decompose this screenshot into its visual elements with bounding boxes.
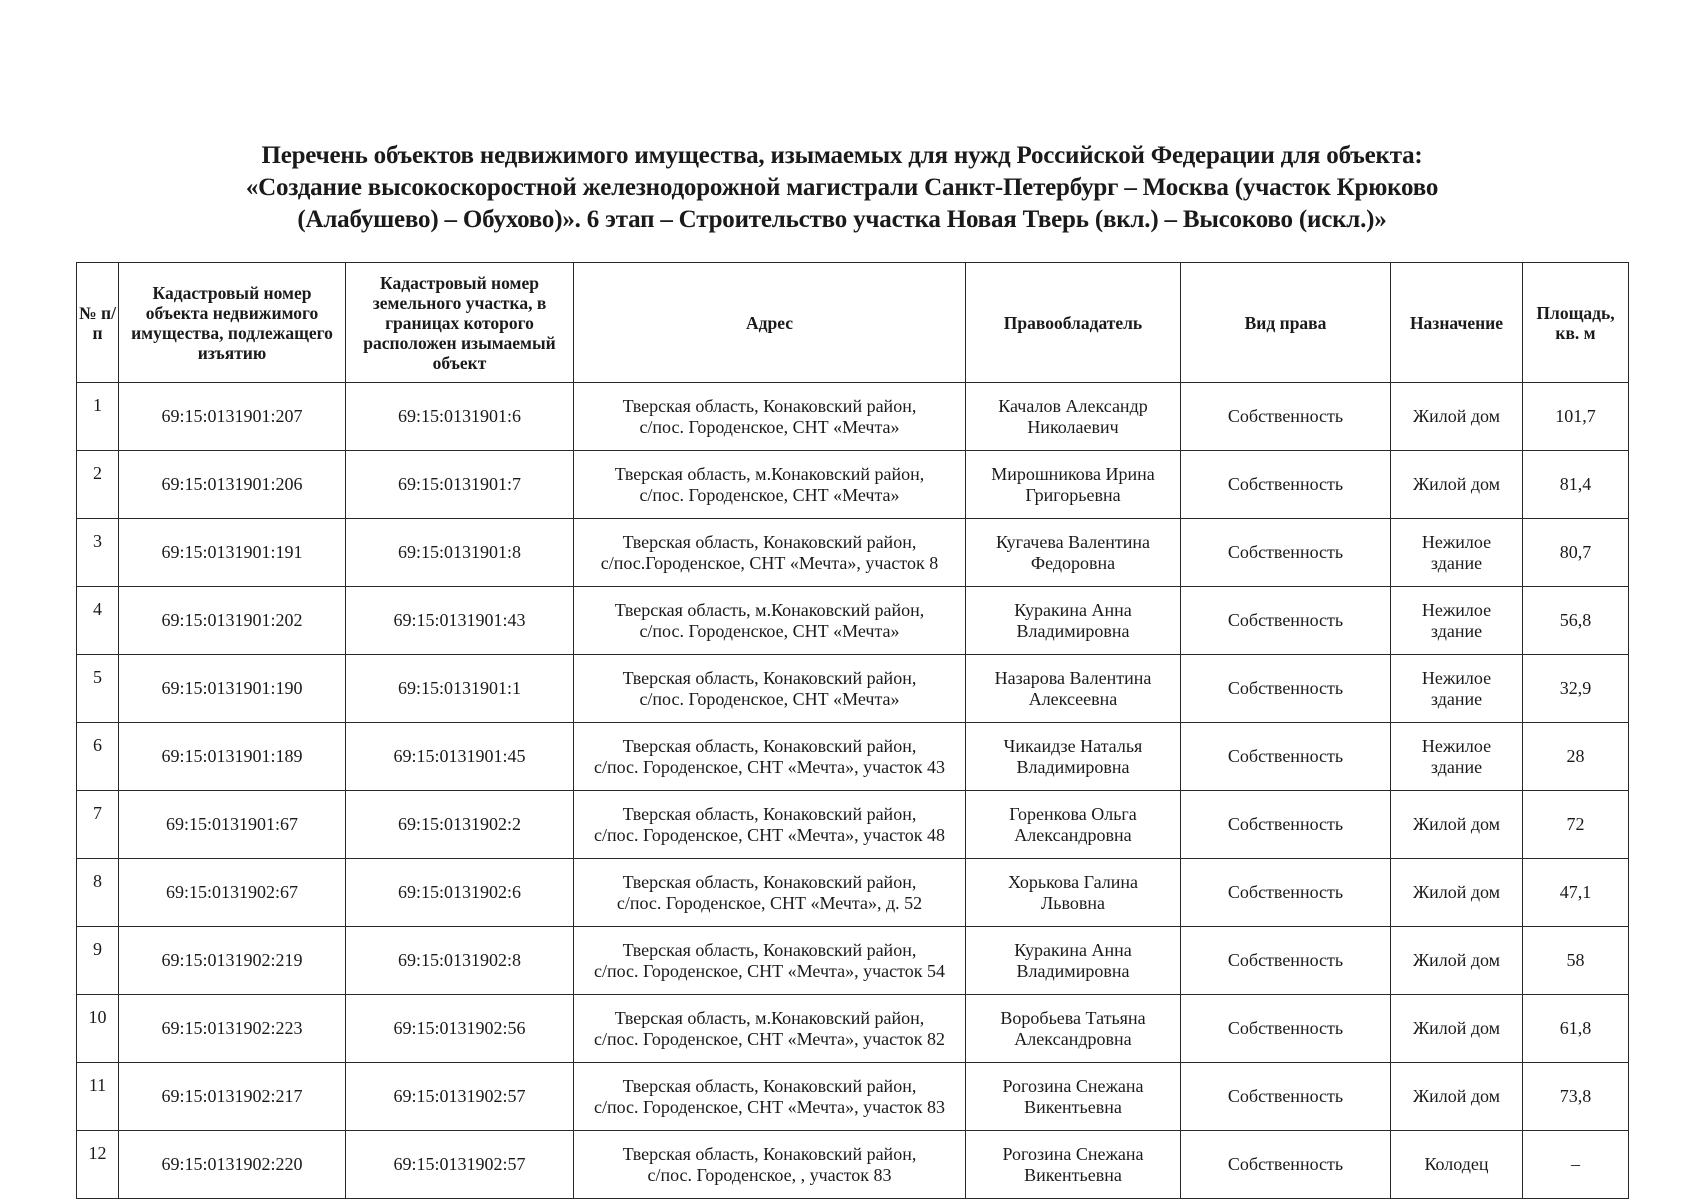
area: 47,1: [1523, 859, 1629, 927]
cadastral-land: 69:15:0131901:6: [346, 383, 574, 451]
right-type: Собственность: [1181, 1131, 1391, 1199]
area: 81,4: [1523, 451, 1629, 519]
purpose-line-1: Жилой дом: [1412, 882, 1501, 902]
table-row: [77, 1063, 1629, 1131]
address: [574, 791, 966, 859]
right-type: Собственность: [1181, 927, 1391, 995]
purpose-line-1: Жилой дом: [1412, 1018, 1501, 1038]
purpose-line-1: Нежилое: [1421, 599, 1492, 620]
address: [574, 587, 966, 655]
table-row: [77, 859, 1629, 927]
owner: [966, 519, 1181, 587]
purpose: [1391, 723, 1523, 791]
header-address: Адрес: [574, 263, 966, 383]
purpose-line-2: здание: [1430, 756, 1483, 777]
header-owner: Правообладатель: [966, 263, 1181, 383]
purpose: [1391, 927, 1523, 995]
purpose: [1391, 383, 1523, 451]
address-line-2: с/пос. Городенское, СНТ «Мечта», участок 48: [593, 824, 946, 845]
cadastral-land: 69:15:0131901:43: [346, 587, 574, 655]
cadastral-object: 69:15:0131902:217: [119, 1063, 346, 1131]
title-line-3: (Алабушево) – Обухово)». 6 этап – Строительство участка Новая Тверь (вкл.) – Высоково (искл.)»: [297, 206, 1387, 233]
purpose: [1391, 451, 1523, 519]
row-number: 3: [77, 519, 119, 587]
cadastral-object: 69:15:0131901:202: [119, 587, 346, 655]
table-row: [77, 519, 1629, 587]
right-type: Собственность: [1181, 655, 1391, 723]
address-line-2: с/пос. Городенское, СНТ «Мечта»: [639, 688, 900, 709]
right-type: Собственность: [1181, 1063, 1391, 1131]
header-purpose: Назначение: [1391, 263, 1523, 383]
title-line-1: Перечень объектов недвижимого имущества, изымаемых для нужд Российской Федерации для объекта:: [261, 142, 1423, 169]
purpose-line-1: Жилой дом: [1412, 950, 1501, 970]
right-type: Собственность: [1181, 519, 1391, 587]
area: 56,8: [1523, 587, 1629, 655]
row-number: 8: [77, 859, 119, 927]
owner: [966, 927, 1181, 995]
address-line-2: с/пос. Городенское, СНТ «Мечта», участок 43: [593, 756, 946, 777]
cadastral-land: 69:15:0131901:1: [346, 655, 574, 723]
cadastral-object: 69:15:0131902:67: [119, 859, 346, 927]
owner-line-1: Мирошникова Ирина: [991, 463, 1155, 484]
address: [574, 383, 966, 451]
row-number: 9: [77, 927, 119, 995]
address: [574, 723, 966, 791]
address-line-1: Тверская область, Конаковский район,: [622, 1143, 917, 1164]
right-type: Собственность: [1181, 383, 1391, 451]
row-number: 7: [77, 791, 119, 859]
address-line-2: с/пос.Городенское, СНТ «Мечта», участок 8: [600, 552, 939, 573]
address: [574, 1131, 966, 1199]
owner-line-2: Александровна: [1014, 824, 1132, 845]
purpose-line-1: Жилой дом: [1412, 1086, 1501, 1106]
row-number: 6: [77, 723, 119, 791]
cadastral-object: 69:15:0131902:219: [119, 927, 346, 995]
area: 80,7: [1523, 519, 1629, 587]
row-number: 12: [77, 1131, 119, 1199]
table-row: [77, 655, 1629, 723]
purpose-line-2: здание: [1430, 688, 1483, 709]
table-row: [77, 587, 1629, 655]
purpose: [1391, 587, 1523, 655]
header-right-type: Вид права: [1181, 263, 1391, 383]
owner-line-2: Николаевич: [1027, 416, 1119, 437]
cadastral-object: 69:15:0131902:220: [119, 1131, 346, 1199]
owner-line-2: Федоровна: [1030, 552, 1116, 573]
area: 32,9: [1523, 655, 1629, 723]
cadastral-object: 69:15:0131901:190: [119, 655, 346, 723]
cadastral-object: 69:15:0131901:189: [119, 723, 346, 791]
owner: [966, 723, 1181, 791]
header-cadastral-object: Кадастровый номер объекта недвижимого имущества, подлежащего изъятию: [119, 263, 346, 383]
cadastral-land: 69:15:0131901:45: [346, 723, 574, 791]
purpose-line-1: Жилой дом: [1412, 474, 1501, 494]
address-line-1: Тверская область, м.Конаковский район,: [614, 1007, 925, 1028]
area: 73,8: [1523, 1063, 1629, 1131]
purpose-line-2: здание: [1430, 552, 1483, 573]
table-row: [77, 383, 1629, 451]
table-row: [77, 927, 1629, 995]
owner-line-2: Викентьевна: [1024, 1164, 1122, 1185]
address-line-1: Тверская область, Конаковский район,: [622, 395, 917, 416]
cadastral-land: 69:15:0131902:8: [346, 927, 574, 995]
address-line-1: Тверская область, Конаковский район,: [622, 667, 917, 688]
title-line-2: «Создание высокоскоростной железнодорожной магистрали Санкт-Петербург – Москва (участок Крюково: [245, 174, 1439, 201]
purpose: [1391, 859, 1523, 927]
owner: [966, 995, 1181, 1063]
owner: [966, 451, 1181, 519]
purpose: [1391, 655, 1523, 723]
address: [574, 1063, 966, 1131]
cadastral-object: 69:15:0131901:67: [119, 791, 346, 859]
address-line-2: с/пос. Городенское, , участок 83: [647, 1164, 892, 1185]
area: 61,8: [1523, 995, 1629, 1063]
owner-line-1: Куракина Анна: [1014, 939, 1132, 960]
address-line-2: с/пос. Городенское, СНТ «Мечта», участок 83: [593, 1096, 946, 1117]
property-table: [76, 262, 1629, 1199]
owner-line-2: Александровна: [1014, 1028, 1132, 1049]
purpose: [1391, 1131, 1523, 1199]
address-line-1: Тверская область, Конаковский район,: [622, 735, 917, 756]
table-row: [77, 1131, 1629, 1199]
area: 72: [1523, 791, 1629, 859]
cadastral-object: 69:15:0131901:206: [119, 451, 346, 519]
cadastral-land: 69:15:0131902:56: [346, 995, 574, 1063]
owner-line-1: Горенкова Ольга: [1009, 803, 1137, 824]
owner-line-2: Владимировна: [1016, 756, 1130, 777]
right-type: Собственность: [1181, 791, 1391, 859]
right-type: Собственность: [1181, 995, 1391, 1063]
cadastral-land: 69:15:0131902:57: [346, 1131, 574, 1199]
purpose-line-1: Жилой дом: [1412, 406, 1501, 426]
purpose-line-1: Колодец: [1424, 1154, 1489, 1174]
owner-line-1: Рогозина Снежана: [1002, 1143, 1144, 1164]
owner-line-2: Владимировна: [1016, 620, 1130, 641]
owner: [966, 859, 1181, 927]
table-row: [77, 451, 1629, 519]
address-line-2: с/пос. Городенское, СНТ «Мечта»: [639, 416, 900, 437]
purpose-line-2: здание: [1430, 620, 1483, 641]
header-cadastral-land: Кадастровый номер земельного участка, в границах которого расположен изымаемый объект: [346, 263, 574, 383]
cadastral-land: 69:15:0131902:57: [346, 1063, 574, 1131]
right-type: Собственность: [1181, 859, 1391, 927]
cadastral-land: 69:15:0131902:2: [346, 791, 574, 859]
row-number: 10: [77, 995, 119, 1063]
owner-line-1: Кугачева Валентина: [996, 531, 1150, 552]
address: [574, 451, 966, 519]
row-number: 11: [77, 1063, 119, 1131]
table-row: [77, 791, 1629, 859]
header-area: Площадь, кв. м: [1523, 263, 1629, 383]
address: [574, 655, 966, 723]
address-line-2: с/пос. Городенское, СНТ «Мечта»: [639, 484, 900, 505]
owner-line-1: Рогозина Снежана: [1002, 1075, 1144, 1096]
owner-line-2: Алексеевна: [1028, 688, 1118, 709]
address-line-2: с/пос. Городенское, СНТ «Мечта», д. 52: [616, 892, 923, 913]
owner: [966, 383, 1181, 451]
owner-line-2: Львовна: [1041, 892, 1105, 913]
area: 28: [1523, 723, 1629, 791]
purpose: [1391, 791, 1523, 859]
address-line-1: Тверская область, Конаковский район,: [622, 531, 917, 552]
row-number: 5: [77, 655, 119, 723]
purpose: [1391, 1063, 1523, 1131]
address-line-1: Тверская область, Конаковский район,: [622, 939, 917, 960]
row-number: 4: [77, 587, 119, 655]
document-title: [100, 140, 1584, 236]
owner-line-1: Куракина Анна: [1014, 599, 1132, 620]
address-line-2: с/пос. Городенское, СНТ «Мечта», участок 82: [593, 1028, 946, 1049]
address-line-1: Тверская область, Конаковский район,: [622, 803, 917, 824]
address-line-2: с/пос. Городенское, СНТ «Мечта», участок 54: [593, 960, 946, 981]
purpose: [1391, 519, 1523, 587]
owner-line-2: Викентьевна: [1024, 1096, 1122, 1117]
owner-line-1: Назарова Валентина: [994, 667, 1152, 688]
owner: [966, 655, 1181, 723]
area: 101,7: [1523, 383, 1629, 451]
address-line-1: Тверская область, м.Конаковский район,: [614, 463, 925, 484]
right-type: Собственность: [1181, 723, 1391, 791]
address: [574, 995, 966, 1063]
cadastral-object: 69:15:0131902:223: [119, 995, 346, 1063]
owner: [966, 587, 1181, 655]
purpose-line-1: Нежилое: [1421, 531, 1492, 552]
address-line-2: с/пос. Городенское, СНТ «Мечта»: [639, 620, 900, 641]
owner: [966, 1131, 1181, 1199]
owner: [966, 1063, 1181, 1131]
cadastral-land: 69:15:0131902:6: [346, 859, 574, 927]
cadastral-object: 69:15:0131901:207: [119, 383, 346, 451]
right-type: Собственность: [1181, 451, 1391, 519]
table-row: [77, 723, 1629, 791]
address: [574, 859, 966, 927]
row-number: 2: [77, 451, 119, 519]
address: [574, 927, 966, 995]
owner-line-1: Качалов Александр: [998, 395, 1148, 416]
address-line-1: Тверская область, м.Конаковский район,: [614, 599, 925, 620]
table-row: [77, 995, 1629, 1063]
owner-line-1: Воробьева Татьяна: [1000, 1007, 1146, 1028]
owner-line-1: Чикаидзе Наталья: [1003, 735, 1143, 756]
owner-line-1: Хорькова Галина: [1008, 871, 1138, 892]
owner-line-2: Григорьевна: [1025, 484, 1121, 505]
address-line-1: Тверская область, Конаковский район,: [622, 871, 917, 892]
owner-line-2: Владимировна: [1016, 960, 1130, 981]
area: 58: [1523, 927, 1629, 995]
purpose-line-1: Жилой дом: [1412, 814, 1501, 834]
address: [574, 519, 966, 587]
row-number: 1: [77, 383, 119, 451]
address-line-1: Тверская область, Конаковский район,: [622, 1075, 917, 1096]
cadastral-land: 69:15:0131901:7: [346, 451, 574, 519]
cadastral-land: 69:15:0131901:8: [346, 519, 574, 587]
owner: [966, 791, 1181, 859]
area: –: [1523, 1131, 1629, 1199]
cadastral-object: 69:15:0131901:191: [119, 519, 346, 587]
purpose-line-1: Нежилое: [1421, 667, 1492, 688]
right-type: Собственность: [1181, 587, 1391, 655]
purpose: [1391, 995, 1523, 1063]
header-number: № п/п: [77, 263, 119, 383]
table-header-row: [77, 263, 1629, 383]
purpose-line-1: Нежилое: [1421, 735, 1492, 756]
